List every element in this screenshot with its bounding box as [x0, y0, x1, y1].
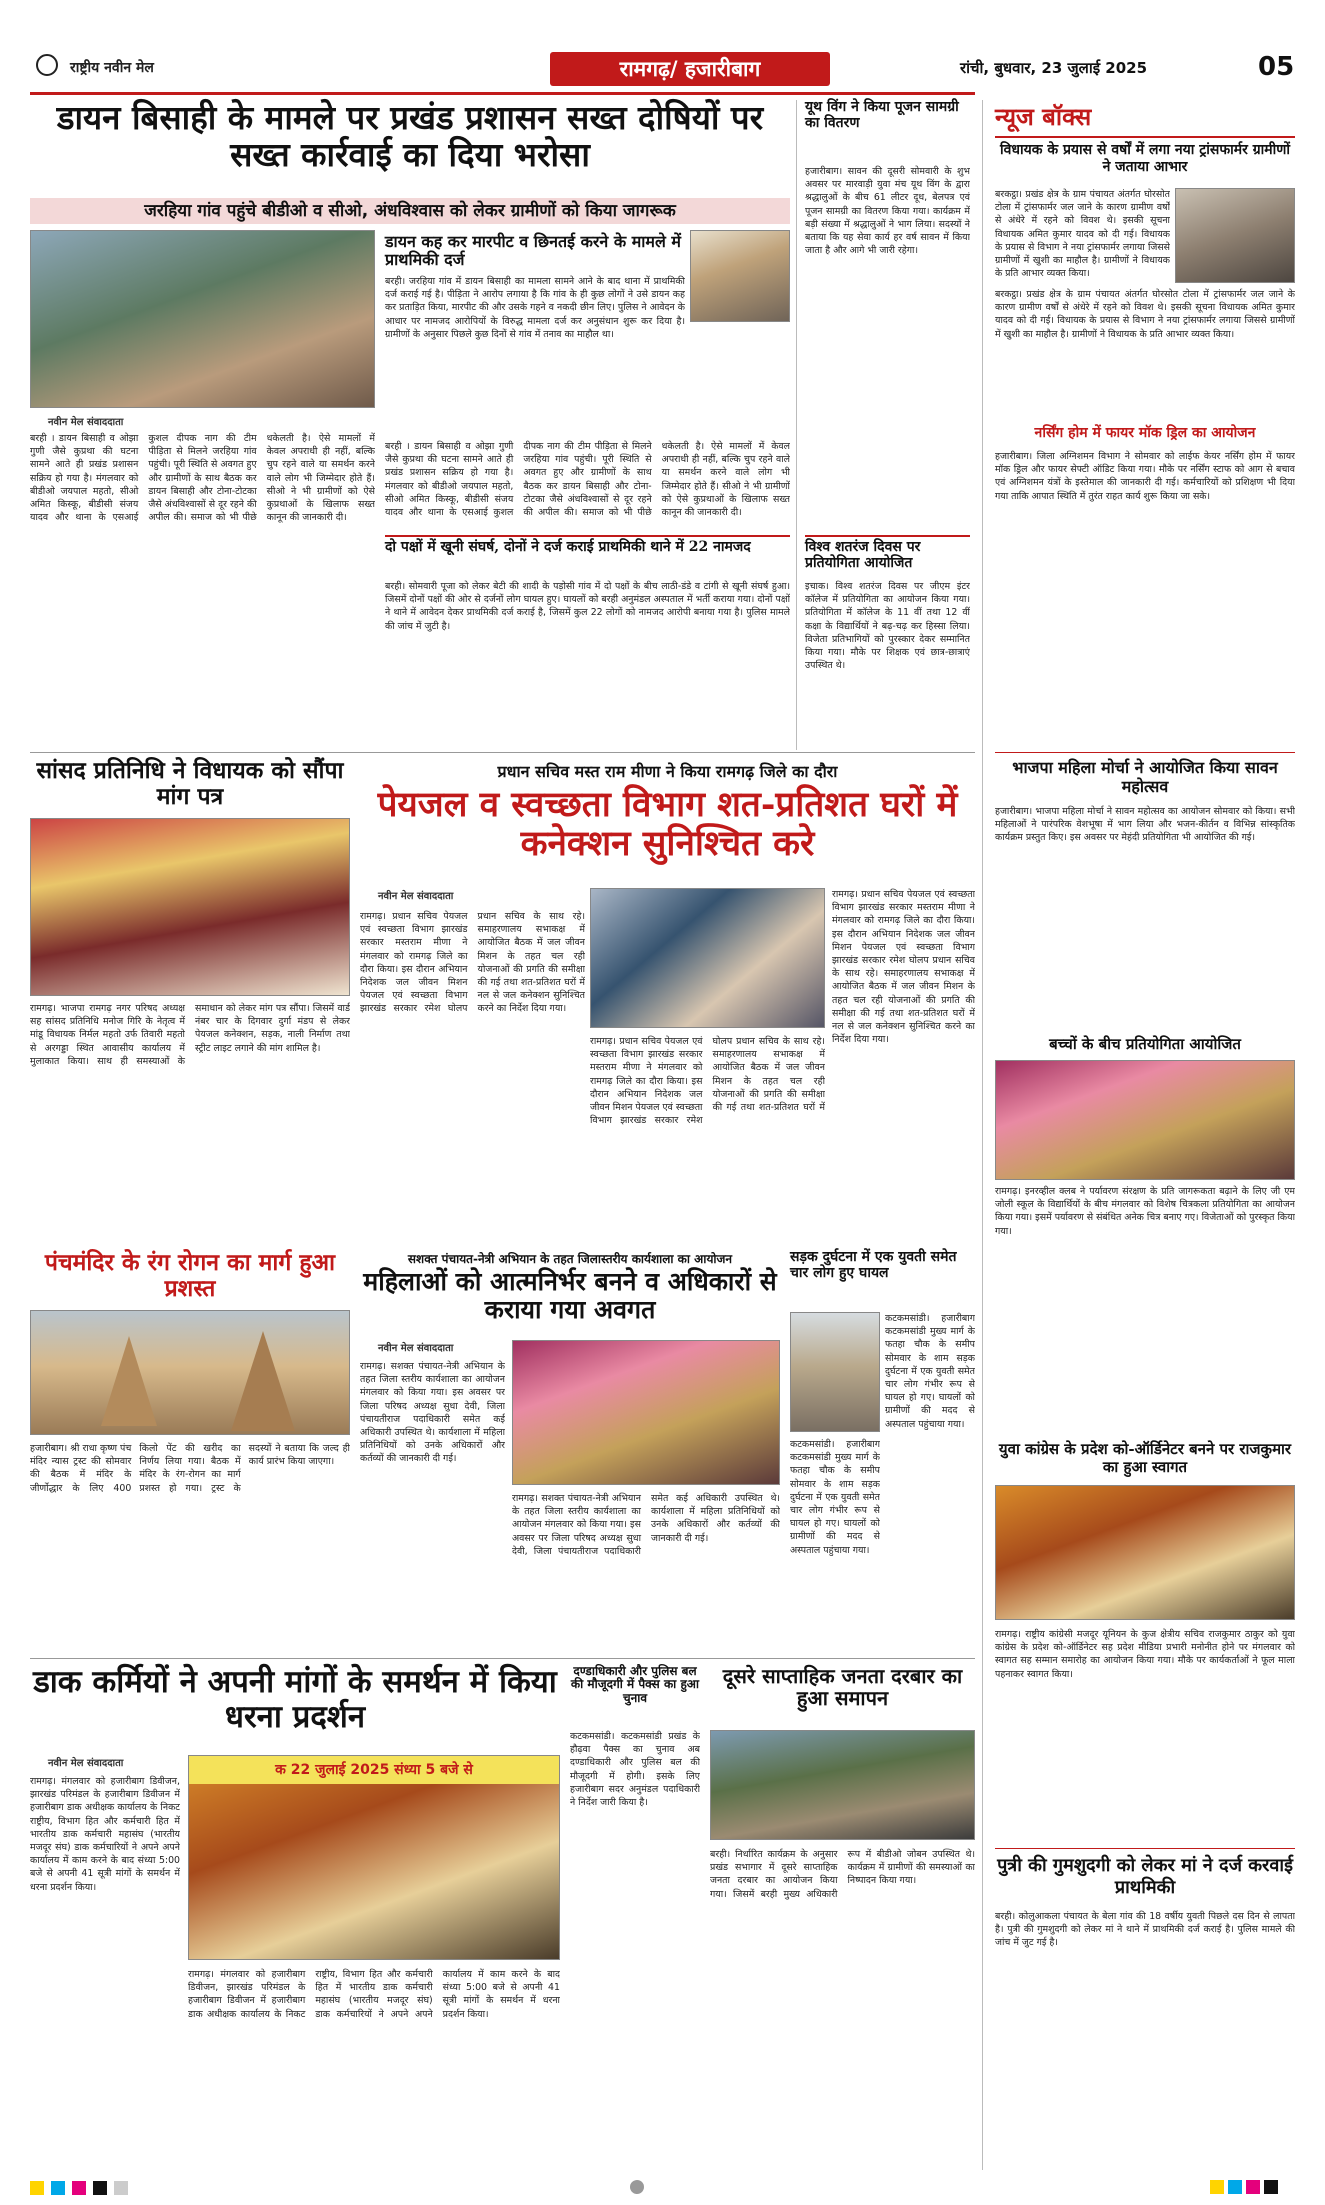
water-body-right: रामगढ़। प्रधान सचिव पेयजल एवं स्वच्छता विभाग झारखंड सरकार मस्तराम मीणा ने मंगलवार को रामगढ़ जिले का दौरा किया। इस दौरान अभियान निदेशक जल जीवन मिशन पेयजल एवं स्वच्छता विभाग झारखंड सरकार रमेश घोलप प्रधान सचिव के साथ रहे। समाहरणालय सभाकक्ष में आयोजित बैठक में जल जीवन मिशन के तहत चल रही योजनाओं की प्रगति की समीक्षा की गई तथा शत-प्रतिशत घरों में नल से जल कनेक्शन सुनिश्चित करने का निर्देश दिया गया।	[832, 889, 975, 1046]
women-kicker: सशक्त पंचायत-नेत्री अभियान के तहत जिलास्तरीय कार्यशाला का आयोजन	[407, 1252, 733, 1266]
sidebar-story2-body: हजारीबाग। जिला अग्निशमन विभाग ने सोमवार को लाईफ केयर नर्सिंग होम में फायर मॉक ड्रिल और फायर सेफ्टी ऑडिट किया गया। मौके पर नर्सिंग स्टाफ को आग से बचाव एवं अग्निशमन यंत्रों के इस्तेमाल की जानकारी दी गई। कर्मचारियों को प्रशिक्षण भी दिया गया ताकि आपात स्थिति में तुरंत राहत कार्य शुरू किया जा सके।	[995, 451, 1295, 502]
mp-rep-body: रामगढ़। भाजपा रामगढ़ नगर परिषद अध्यक्ष सह सांसद प्रतिनिधि मनोज गिरि के नेतृत्व में मांडू विधायक निर्मल महतो उर्फ तिवारी महतो से अरगड्डा स्थित आवासीय कार्यालय में मुलाकात किया। साथ ही समस्याओं के समाधान को लेकर मांग पत्र सौंपा। जिसमें वार्ड नंबर चार के दिगवार दुर्गा मंडप से लेकर पेयजल कनेक्शन, सड़क, नाली निर्माण तथा स्ट्रीट लाइट लगाने की मांग शामिल है।	[30, 1003, 350, 1067]
accident-photo	[790, 1312, 880, 1432]
sidebar-rule	[995, 752, 1295, 753]
lead-body-side: बरही । डायन बिसाही व ओझा गुणी जैसे कुप्रथा की घटना सामने आते ही प्रखंड प्रशासन सक्रिय हो गया है। मंगलवार को बीडीओ जयपाल महतो, सीओ अमित किस्कू, बीडीसी संजय यादव और थाना के एसआई कुशल दीपक नाग की टीम पीड़िता से मिलने जरहिया गांव पहुंची। पूरी स्थिति से अवगत हुए और ग्रामीणों के साथ बैठक कर डायन बिसाही और टोना-टोटका जैसे अंधविश्वासों से दूर रहने की अपील की। समाज को भी पीछे धकेलती है। ऐसे मामलों में केवल अपराधी ही नहीं, बल्कि चुप रहने वाले या समर्थन करने वाले लोग भी जिम्मेदार होते हैं। सीओ ने भी ग्रामीणों को ऐसे कुप्रथाओं के खिलाफ सख्त कानून की जानकारी दी।	[385, 441, 790, 519]
sidebar-story1-headline: विधायक के प्रयास से वर्षों में लगा नया ट्रांसफार्मर ग्रामीणों ने जताया आभार	[999, 142, 1291, 175]
masthead-rule	[30, 92, 975, 95]
lead-byline: नवीन मेल संवाददाता	[48, 417, 124, 428]
chess-body: इचाक। विश्व शतरंज दिवस पर जीएम इंटर कॉलेज में प्रतियोगिता का आयोजन किया गया। प्रतियोगिता में कॉलेज के 11 वीं तथा 12 वीं कक्षा के विद्यार्थियों ने बढ़-चढ़ कर हिस्सा लिया। विजेता प्रतिभागियों को पुरस्कार देकर सम्मानित किया गया। मौके पर शिक्षक एवं छात्र-छात्राएं उपस्थित थे।	[805, 581, 970, 672]
color-swatch	[51, 2181, 65, 2195]
water-body-mid: रामगढ़। प्रधान सचिव पेयजल एवं स्वच्छता विभाग झारखंड सरकार मस्तराम मीणा ने मंगलवार को रामगढ़ जिले का दौरा किया। इस दौरान अभियान निदेशक जल जीवन मिशन पेयजल एवं स्वच्छता विभाग झारखंड सरकार रमेश घोलप प्रधान सचिव के साथ रहे। समाहरणालय सभाकक्ष में आयोजित बैठक में जल जीवन मिशन के तहत चल रही योजनाओं की प्रगति की समीक्षा की गई तथा शत-प्रतिशत घरों में	[590, 1036, 825, 1127]
paper-name: राष्ट्रीय नवीन मेल	[70, 60, 154, 76]
mp-rep-headline: सांसद प्रतिनिधि ने विधायक को सौंपा मांग पत्र	[36, 757, 344, 810]
sidebar-rule-2	[995, 1848, 1295, 1849]
janta-headline: दूसरे साप्ताहिक जनता दरबार का हुआ समापन	[722, 1664, 963, 1711]
sidebar-story6-headline: पुत्री की गुमशुदगी को लेकर मां ने दर्ज करवाई प्राथमिकी	[997, 1855, 1293, 1898]
sidebar-story2-headline: नर्सिंग होम में फायर मॉक ड्रिल का आयोजन	[1034, 425, 1256, 441]
temple-spire-icon	[101, 1336, 157, 1426]
bottom-band-rule	[30, 1658, 975, 1659]
sidebar-story3-headline: भाजपा महिला मोर्चा ने आयोजित किया सावन महोत्सव	[1012, 758, 1278, 797]
lead-body: बरही । डायन बिसाही व ओझा गुणी जैसे कुप्रथा की घटना सामने आते ही प्रखंड प्रशासन सक्रिय हो गया है। मंगलवार को बीडीओ जयपाल महतो, सीओ अमित किस्कू, बीडीसी संजय यादव और थाना के एसआई कुशल दीपक नाग की टीम पीड़िता से मिलने जरहिया गांव पहुंची। पूरी स्थिति से अवगत हुए और ग्रामीणों के साथ बैठक कर डायन बिसाही और टोना-टोटका जैसे अंधविश्वासों से दूर रहने की अपील की। समाज को भी पीछे धकेलती है। ऐसे मामलों में केवल अपराधी ही नहीं, बल्कि चुप रहने वाले या समर्थन करने वाले लोग भी जिम्मेदार होते हैं। सीओ ने भी ग्रामीणों को ऐसे कुप्रथाओं के खिलाफ सख्त कानून की जानकारी दी।	[30, 433, 375, 524]
masthead	[30, 50, 1295, 90]
sidebar-story4-body: रामगढ़। इनरव्हील क्लब ने पर्यावरण संरक्षण के प्रति जागरूकता बढ़ाने के लिए जी एम जोली स्कूल के विद्यार्थियों के बीच मंगलवार को विशेष चित्रकला प्रतियोगिता का आयोजन किया गया। इसमें पर्यावरण से संबंधित अनेक चित्र बनाए गए। विजेताओं को पुरस्कृत किया गया।	[995, 1186, 1295, 1237]
registration-mark-icon	[36, 54, 58, 76]
postal-banner: क 22 जुलाई 2025 संध्या 5 बजे से	[189, 1756, 559, 1784]
dandadhikari-body: कटकमसांडी। कटकमसांडी प्रखंड के हौढ़वा पैक्स का चुनाव अब दण्डाधिकारी और पुलिस बल की मौजूदगी में होगी। इसके लिए हजारीबाग सदर अनुमंडल पदाधिकारी ने निर्देश जारी किया है।	[570, 1731, 700, 1809]
color-swatch	[1264, 2180, 1278, 2194]
women-byline: नवीन मेल संवाददाता	[378, 1343, 454, 1354]
page-number: 05	[1258, 52, 1295, 82]
sidebar-story1-body: बरकट्ठा। प्रखंड क्षेत्र के ग्राम पंचायत अंतर्गत घोरसोत टोला में ट्रांसफार्मर जल जाने के कारण ग्रामीण वर्षों से अंधेरे में रहने को विवश थे। इसकी सूचना विधायक अमित कुमार यादव को दी गई। विधायक के प्रयास से विभाग ने नया ट्रांसफार्मर लगाया जिससे ग्रामीणों में खुशी का माहौल है। ग्रामीणों ने विधायक के प्रति आभार व्यक्त किया।	[995, 189, 1170, 280]
chess-rule	[805, 535, 970, 537]
youth-wing-headline: यूथ विंग ने किया पूजन सामग्री का वितरण	[805, 99, 959, 131]
clash-body: बरही। सोमवारी पूजा को लेकर बेटी की शादी के पड़ोसी गांव में दो पक्षों के बीच लाठी-डंडे व टांगी से खूनी संघर्ष हुआ। जिसमें दोनों पक्षों की ओर से दर्जनों लोग घायल हुए। घायलों को बरही अनुमंडल अस्पताल में भर्ती कराया गया। दोनों पक्षों ने थाने में आवेदन देकर प्राथमिकी दर्ज कराई है, जिसमें कुल 22 लोगों को नामजद आरोपी बनाया गया है। पुलिस मामले की जांच में जुटी है।	[385, 581, 790, 632]
temple-spire-icon	[231, 1331, 295, 1431]
clash-rule	[385, 535, 790, 537]
water-headline: पेयजल व स्वच्छता विभाग शत-प्रतिशत घरों में कनेक्शन सुनिश्चित करे	[377, 784, 958, 865]
color-swatch	[30, 2181, 44, 2195]
sidebar-story5-headline: युवा कांग्रेस के प्रदेश को-ऑर्डिनेटर बनने पर राजकुमार का हुआ स्वागत	[998, 1440, 1292, 1476]
color-swatch	[72, 2181, 86, 2195]
footer-color-bar	[30, 2180, 1295, 2196]
women-headline: महिलाओं को आत्मनिर्भर बनने व अधिकारों से कराया गया अवगत	[363, 1267, 777, 1324]
women-body-left: रामगढ़। सशक्त पंचायत-नेत्री अभियान के तहत जिला स्तरीय कार्यशाला का आयोजन मंगलवार को किया गया। इस अवसर पर जिला परिषद अध्यक्ष सुधा देवी, जिला पंचायतीराज पदाधिकारी समेत कई अधिकारी उपस्थित थे। कार्यशाला में महिला प्रतिनिधियों को उनके अधिकारों और कर्तव्यों की जानकारी दी गई।	[360, 1361, 505, 1465]
janta-body: बरही। निर्धारित कार्यक्रम के अनुसार प्रखंड सभागार में दूसरे साप्ताहिक जनता दरबार का आयोजन किया गया। जिसमें बरही मुख्य अधिकारी रूप में बीडीओ जोबन उपस्थित थे। कार्यक्रम में ग्रामीणों की समस्याओं का निष्पादन किया गया।	[710, 1849, 975, 1900]
news-box-title: न्यूज बॉक्स	[995, 102, 1092, 131]
women-body-right: रामगढ़। सशक्त पंचायत-नेत्री अभियान के तहत जिला स्तरीय कार्यशाला का आयोजन मंगलवार को किया गया। इस अवसर पर जिला परिषद अध्यक्ष सुधा देवी, जिला पंचायतीराज पदाधिकारी समेत कई अधिकारी उपस्थित थे। कार्यशाला में महिला प्रतिनिधियों को उनके अधिकारों और कर्तव्यों की जानकारी दी गई।	[512, 1493, 780, 1557]
section-title: रामगढ़/ हजारीबाग	[619, 57, 761, 81]
postal-headline: डाक कर्मियों ने अपनी मांगों के समर्थन में किया धरना प्रदर्शन	[33, 1664, 557, 1735]
youth-wing-body: हजारीबाग। सावन की दूसरी सोमवारी के शुभ अवसर पर मारवाड़ी युवा मंच यूथ विंग के द्वारा श्रद्धालुओं के बीच 61 लीटर दूध, बेलपत्र एवं पूजन सामग्री का वितरण किया गया। कार्यक्रम में बड़ी संख्या में श्रद्धालुओं ने भाग लिया। सदस्यों ने बताया कि यह सेवा कार्य हर वर्ष सावन में किया जाता है और आगे भी जारी रहेगा।	[805, 166, 970, 257]
transformer-photo	[1175, 188, 1295, 283]
panchmandir-body: हजारीबाग। श्री राधा कृष्ण पंच मंदिर न्यास ट्रस्ट की सोमवार की बैठक में मंदिर के जीर्णोद्धार के लिए 400 किलो पेंट की खरीद का निर्णय लिया गया। बैठक में मंदिर के रंग-रोगन का मार्ग प्रशस्त हो गया। ट्रस्ट के सदस्यों ने बताया कि जल्द ही कार्य प्रारंभ किया जाएगा।	[30, 1443, 350, 1494]
color-swatch	[1228, 2180, 1242, 2194]
chess-headline: विश्व शतरंज दिवस पर प्रतियोगिता आयोजित	[805, 539, 921, 571]
temple-photo	[30, 1310, 350, 1435]
accident-headline: सड़क दुर्घटना में एक युवती समेत चार लोग हुए घायल	[790, 1249, 957, 1281]
clash-headline: दो पक्षों में खूनी संघर्ष, दोनों ने दर्ज कराई प्राथमिकी थाने में 22 नामजद	[385, 539, 751, 555]
news-box-rule	[995, 136, 1295, 138]
postal-body-left: रामगढ़। मंगलवार को हजारीबाग डिवीजन, झारखंड परिमंडल के हजारीबाग डिवीजन में हजारीबाग डाक अधीक्षक कार्यालय के निकट राष्ट्रीय, विभाग हित और कर्मचारी हित में भारतीय डाक कर्मचारी महासंघ (भारतीय मजदूर संघ) डाक कर्मचारियों ने अपने अपने कार्यालय में काम करने के बाद संध्या 5:00 बजे से अपनी 41 सूत्री मांगों के समर्थन में धरना प्रदर्शन किया।	[30, 1776, 180, 1893]
lead-second-headline: डायन कह कर मारपीट व छिनतई करने के मामले में प्राथमिकी दर्ज	[385, 232, 681, 269]
color-swatch	[1246, 2180, 1260, 2194]
sidebar-story5-body: रामगढ़। राष्ट्रीय कांग्रेसी मजदूर यूनियन के कुज क्षेत्रीय सचिव राजकुमार ठाकुर को युवा कांग्रेस के प्रदेश को-ऑर्डिनेटर सह प्रदेश मीडिया प्रभारी मनोनीत होने पर मंगलवार को स्वागत सह सम्मान समारोह का आयोजन किया गया। मौके पर कार्यकर्ताओं ने फूल माला पहनाकर स्वागत किया।	[995, 1629, 1295, 1680]
sidebar-divider	[982, 100, 983, 2170]
water-body-left: रामगढ़। प्रधान सचिव पेयजल एवं स्वच्छता विभाग झारखंड सरकार मस्तराम मीणा ने मंगलवार को रामगढ़ जिले का दौरा किया। इस दौरान अभियान निदेशक जल जीवन मिशन पेयजल एवं स्वच्छता विभाग झारखंड सरकार रमेश घोलप प्रधान सचिव के साथ रहे। समाहरणालय सभाकक्ष में आयोजित बैठक में जल जीवन मिशन के तहत चल रही योजनाओं की प्रगति की समीक्षा की गई तथा शत-प्रतिशत घरों में नल से जल कनेक्शन सुनिश्चित करने का निर्देश दिया गया।	[360, 911, 585, 1015]
column-divider	[796, 100, 797, 750]
lead-second-body: बरही। जरहिया गांव में डायन बिसाही का मामला सामने आने के बाद थाना में प्राथमिकी दर्ज कराई गई है। पीड़िता ने आरोप लगाया है कि गांव के ही कुछ लोगों ने उसे डायन कह कर प्रताड़ित किया, मारपीट की और उसके गहने व नकदी छीन लिए। पुलिस ने आवेदन के आधार पर नामजद आरोपियों के विरुद्ध मामला दर्ज कर अनुसंधान शुरू कर दिया है। ग्रामीणों के अनुसार पिछले कुछ दिनों से गांव में तनाव का माहौल था।	[385, 276, 685, 340]
band-rule	[30, 752, 975, 753]
cartoon-illustration	[690, 230, 790, 322]
postal-byline: नवीन मेल संवाददाता	[48, 1758, 124, 1769]
news-box-label	[995, 100, 1295, 134]
registration-mark-icon	[630, 2180, 644, 2194]
mp-rep-photo	[30, 818, 350, 996]
section-band	[550, 52, 830, 86]
lead-headline: डायन बिसाही के मामले पर प्रखंड प्रशासन सख्त दोषियों पर सख्त कार्रवाई का दिया भरोसा	[56, 98, 764, 174]
color-swatch	[1210, 2180, 1224, 2194]
sidebar-story1-body-cont: बरकट्ठा। प्रखंड क्षेत्र के ग्राम पंचायत अंतर्गत घोरसोत टोला में ट्रांसफार्मर जल जाने के कारण ग्रामीण वर्षों से अंधेरे में रहने को विवश थे। इसकी सूचना विधायक अमित कुमार यादव को दी गई। विधायक के प्रयास से विभाग ने नया ट्रांसफार्मर लगाया जिससे ग्रामीणों में खुशी का माहौल है। ग्रामीणों ने विधायक के प्रति आभार व्यक्त किया।	[995, 289, 1295, 340]
dandadhikari-headline: दण्डाधिकारी और पुलिस बल की मौजूदगी में पैक्स का हुआ चुनाव	[570, 1664, 700, 1705]
children-photo	[995, 1060, 1295, 1180]
color-swatch	[114, 2181, 128, 2195]
water-photo	[590, 888, 825, 1028]
dateline: रांची, बुधवार, 23 जुलाई 2025	[960, 59, 1148, 77]
lead-subheadline: जरहिया गांव पहुंचे बीडीओ व सीओ, अंधविश्वास को लेकर ग्रामीणों को किया जागरूक	[30, 198, 790, 224]
postal-photo	[188, 1755, 560, 1960]
panchmandir-headline: पंचमंदिर के रंग रोगन का मार्ग हुआ प्रशस्त	[44, 1249, 336, 1302]
janta-photo	[710, 1730, 975, 1840]
women-photo	[512, 1340, 780, 1485]
sidebar-story6-body: बरही। कोलुआकला पंचायत के बेला गांव की 18 वर्षीय युवती पिछले दस दिन से लापता है। पुत्री की गुमशुदगी को लेकर मां ने थाने में प्राथमिकी दर्ज कराई है। पुलिस मामले की जांच में जुट गई है।	[995, 1911, 1295, 1949]
sidebar-story3-body: हजारीबाग। भाजपा महिला मोर्चा ने सावन महोत्सव का आयोजन सोमवार को किया। सभी महिलाओं ने पारंपरिक वेशभूषा में भाग लिया और भजन-कीर्तन व विभिन्न सांस्कृतिक कार्यक्रम प्रस्तुत किए। इस अवसर पर मेहंदी प्रतियोगिता भी आयोजित की गई।	[995, 806, 1295, 844]
water-kicker: प्रधान सचिव मस्त राम मीणा ने किया रामगढ़ जिले का दौरा	[497, 762, 838, 781]
color-swatch	[93, 2181, 107, 2195]
postal-body-right: रामगढ़। मंगलवार को हजारीबाग डिवीजन, झारखंड परिमंडल के हजारीबाग डिवीजन में हजारीबाग डाक अधीक्षक कार्यालय के निकट राष्ट्रीय, विभाग हित और कर्मचारी हित में भारतीय डाक कर्मचारी महासंघ (भारतीय मजदूर संघ) डाक कर्मचारियों ने अपने अपने कार्यालय में काम करने के बाद संध्या 5:00 बजे से अपनी 41 सूत्री मांगों के समर्थन में धरना प्रदर्शन किया।	[188, 1969, 560, 2020]
sidebar-story4-headline: बच्चों के बीच प्रतियोगिता आयोजित	[1049, 1035, 1241, 1053]
lead-photo	[30, 230, 375, 408]
accident-body-lower: कटकमसांडी। हजारीबाग कटकमसांडी मुख्य मार्ग के फतहा चौक के समीप सोमवार के शाम सड़क दुर्घटना में एक युवती समेत चार लोग गंभीर रूप से घायल हो गए। घायलों को ग्रामीणों की मदद से अस्पताल पहुंचाया गया।	[790, 1439, 880, 1556]
congress-photo	[995, 1485, 1295, 1620]
accident-body: कटकमसांडी। हजारीबाग कटकमसांडी मुख्य मार्ग के फतहा चौक के समीप सोमवार के शाम सड़क दुर्घटना में एक युवती समेत चार लोग गंभीर रूप से घायल हो गए। घायलों को ग्रामीणों की मदद से अस्पताल पहुंचाया गया।	[885, 1313, 975, 1430]
water-byline: नवीन मेल संवाददाता	[378, 891, 454, 902]
